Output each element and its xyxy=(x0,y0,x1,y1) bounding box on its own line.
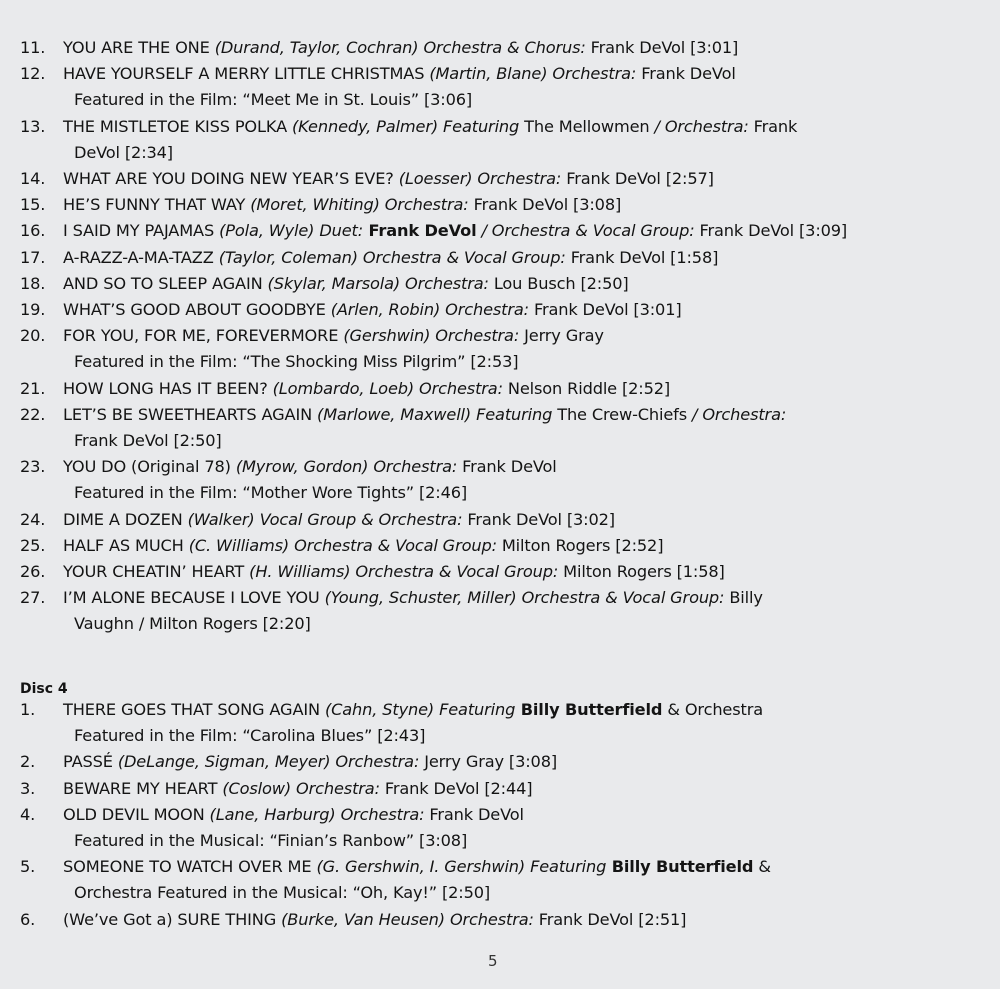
track-number: 5. xyxy=(20,857,36,877)
track-number: 22. xyxy=(20,404,46,424)
track-segment: Featured in the Film: “The Shocking Miss Pilgrim” [2:53] xyxy=(74,352,519,372)
track-item xyxy=(20,218,995,244)
track-line xyxy=(63,61,995,87)
track-text xyxy=(63,271,995,297)
track-segment: Milton Rogers [1:58] xyxy=(558,562,725,582)
track-segment: Featured in the Film: “Mother Wore Tights” [2:46] xyxy=(74,483,468,503)
track-line xyxy=(63,218,995,244)
track-segment: Nelson Riddle [2:52] xyxy=(502,378,671,398)
credit-italic: (G. Gershwin, I. Gershwin) xyxy=(316,857,526,877)
track-segment: SOMEONE TO WATCH OVER ME xyxy=(63,857,317,877)
credit-italic: Orchestra: xyxy=(368,457,458,477)
track-line xyxy=(63,585,995,611)
track-line xyxy=(63,907,995,933)
track-segment: THE MISTLETOE KISS POLKA xyxy=(63,116,292,136)
track-segment: Frank DeVol [2:51] xyxy=(533,909,687,929)
track-text xyxy=(63,61,995,113)
credit-italic: (Walker) xyxy=(187,509,255,529)
track-number: 1. xyxy=(20,700,36,719)
track-number: 13. xyxy=(20,116,46,136)
credit-italic: (DeLange, Sigman, Meyer) xyxy=(117,752,331,772)
track-segment: & xyxy=(753,857,771,877)
track-text xyxy=(63,297,995,323)
credit-italic: Featuring xyxy=(525,857,607,877)
track-line xyxy=(63,697,995,723)
credit-italic: (Lombardo, Loeb) xyxy=(272,378,415,398)
track-text xyxy=(63,218,995,244)
credit-italic: Orchestra & Vocal Group: xyxy=(516,588,725,608)
disc-4-heading: Disc 4 xyxy=(20,681,68,697)
credit-italic: (Young, Schuster, Miller) xyxy=(324,588,517,608)
track-segment: PASSÉ xyxy=(63,752,118,772)
track-text xyxy=(63,507,995,533)
track-segment: I’M ALONE BECAUSE I LOVE YOU xyxy=(63,588,325,608)
track-line xyxy=(63,802,995,828)
track-line xyxy=(63,533,995,559)
track-item xyxy=(20,854,995,906)
track-text xyxy=(63,802,995,854)
track-item xyxy=(20,585,995,637)
credit-italic: (Burke, Van Heusen) xyxy=(281,909,445,929)
track-segment: HALF AS MUCH xyxy=(63,535,189,555)
credit-italic: Orchestra & Vocal Group: xyxy=(350,562,559,582)
track-continuation-line xyxy=(63,480,995,506)
credit-italic: (Arlen, Robin) xyxy=(330,300,441,320)
track-line xyxy=(63,559,995,585)
track-line xyxy=(63,507,995,533)
track-text xyxy=(63,454,995,506)
track-line xyxy=(63,749,995,775)
track-item xyxy=(20,802,995,854)
track-number: 14. xyxy=(20,169,46,189)
track-item xyxy=(20,192,995,218)
track-segment: Billy xyxy=(724,588,763,608)
credit-italic: Featuring xyxy=(434,700,516,719)
track-item xyxy=(20,61,995,113)
credit-italic: Orchestra: xyxy=(440,300,529,320)
track-line xyxy=(63,776,995,802)
track-segment: Frank DeVol [1:58] xyxy=(565,247,719,267)
track-text xyxy=(63,35,995,61)
credit-italic: Orchestra: xyxy=(472,169,562,189)
track-line xyxy=(63,166,995,192)
track-item xyxy=(20,245,995,271)
track-number: 20. xyxy=(20,326,46,346)
track-item xyxy=(20,454,995,506)
track-text xyxy=(63,697,995,749)
track-segment: I SAID MY PAJAMAS xyxy=(63,221,220,241)
track-number: 4. xyxy=(20,804,36,824)
track-item xyxy=(20,323,995,375)
track-segment: A-RAZZ-A-MA-TAZZ xyxy=(63,247,219,267)
track-continuation-line xyxy=(63,349,995,375)
track-item xyxy=(20,749,995,775)
credit-italic: (Loesser) xyxy=(398,169,473,189)
track-segment: Frank DeVol [3:01] xyxy=(585,38,739,57)
credit-italic: (C. Williams) xyxy=(188,535,290,555)
track-segment: Frank DeVol [3:09] xyxy=(694,221,848,241)
track-segment: OLD DEVIL MOON xyxy=(63,804,210,824)
track-line xyxy=(63,454,995,480)
track-number: 27. xyxy=(20,588,46,608)
track-segment: HOW LONG HAS IT BEEN? xyxy=(63,378,273,398)
track-segment: HE’S FUNNY THAT WAY xyxy=(63,195,251,215)
track-line xyxy=(63,376,995,402)
track-continuation-line xyxy=(63,428,995,454)
track-segment: WHAT’S GOOD ABOUT GOODBYE xyxy=(63,300,331,320)
track-number: 24. xyxy=(20,509,46,529)
credit-italic: / Orchestra: xyxy=(654,116,749,136)
track-segment: THERE GOES THAT SONG AGAIN xyxy=(63,700,325,719)
credit-italic: Orchestra & Vocal Group: xyxy=(357,247,566,267)
track-continuation-line xyxy=(63,828,995,854)
credit-italic: Orchestra: xyxy=(379,195,469,215)
track-segment: HAVE YOURSELF A MERRY LITTLE CHRISTMAS xyxy=(63,64,430,84)
track-continuation-line xyxy=(63,723,995,749)
track-text xyxy=(63,376,995,402)
track-number: 12. xyxy=(20,64,46,84)
track-item xyxy=(20,297,995,323)
credit-italic: (Moret, Whiting) xyxy=(250,195,380,215)
track-segment: AND SO TO SLEEP AGAIN xyxy=(63,273,268,293)
track-text xyxy=(63,559,995,585)
track-number: 6. xyxy=(20,909,36,929)
track-segment: Featured in the Musical: “Finian’s Ranbow” [3:08] xyxy=(74,831,468,851)
track-item xyxy=(20,114,995,166)
track-segment: LET’S BE SWEETHEARTS AGAIN xyxy=(63,404,318,424)
track-segment: Lou Busch [2:50] xyxy=(488,273,629,293)
track-number: 26. xyxy=(20,562,46,582)
track-line xyxy=(63,271,995,297)
credit-italic: (H. Williams) xyxy=(249,562,351,582)
track-segment: Frank DeVol xyxy=(636,64,736,84)
credit-italic: Orchestra: xyxy=(430,326,520,346)
track-segment: Frank DeVol [3:01] xyxy=(528,300,682,320)
track-segment: YOU ARE THE ONE xyxy=(63,38,215,57)
track-text xyxy=(63,776,995,802)
track-item xyxy=(20,507,995,533)
track-text xyxy=(63,533,995,559)
credit-italic: (Kennedy, Palmer) xyxy=(292,116,439,136)
track-number: 17. xyxy=(20,247,46,267)
credit-italic: Orchestra: xyxy=(291,778,380,798)
credit-italic: Orchestra: xyxy=(444,909,534,929)
track-item xyxy=(20,35,995,61)
credit-italic: Orchestra: xyxy=(414,378,503,398)
track-segment: Jerry Gray xyxy=(519,326,604,346)
track-segment: The Crew-Chiefs xyxy=(552,404,693,424)
track-line xyxy=(63,323,995,349)
track-item xyxy=(20,697,995,749)
track-segment: Frank DeVol [2:50] xyxy=(74,431,222,451)
track-number: 19. xyxy=(20,300,46,320)
track-line xyxy=(63,192,995,218)
credit-italic: Orchestra: xyxy=(330,752,420,772)
track-text xyxy=(63,114,995,166)
track-segment: Featured in the Film: “Meet Me in St. Louis” [3:06] xyxy=(74,90,473,110)
track-item xyxy=(20,376,995,402)
track-item xyxy=(20,907,995,933)
track-segment: Frank xyxy=(748,116,798,136)
credit-italic: Orchestra & Chorus: xyxy=(418,38,586,57)
credit-italic: (Durand, Taylor, Cochran) xyxy=(214,38,419,57)
track-number: 2. xyxy=(20,752,36,772)
track-text xyxy=(63,192,995,218)
artist-bold: Frank DeVol xyxy=(363,221,477,241)
credit-italic: (Coslow) xyxy=(222,778,292,798)
track-text xyxy=(63,749,995,775)
track-number: 15. xyxy=(20,195,46,215)
credit-italic: Orchestra: xyxy=(335,804,425,824)
disc-3-track-list xyxy=(20,35,995,638)
credit-italic: Orchestra: xyxy=(400,273,489,293)
track-number: 3. xyxy=(20,778,36,798)
track-segment: Frank DeVol [2:44] xyxy=(379,778,533,798)
track-segment: DIME A DOZEN xyxy=(63,509,188,529)
credit-italic: Featuring xyxy=(438,116,520,136)
credit-italic: (Skylar, Marsola) xyxy=(267,273,401,293)
track-item xyxy=(20,271,995,297)
track-line xyxy=(63,114,995,140)
disc-4-track-list xyxy=(20,697,995,933)
track-number: 21. xyxy=(20,378,46,398)
track-segment: FOR YOU, FOR ME, FOREVERMORE xyxy=(63,326,344,346)
track-segment: DeVol [2:34] xyxy=(74,142,173,162)
track-continuation-line xyxy=(63,880,995,906)
track-item xyxy=(20,533,995,559)
track-item xyxy=(20,402,995,454)
artist-bold: Billy Butterfield xyxy=(515,700,663,719)
track-segment: Frank DeVol [2:57] xyxy=(561,169,714,189)
track-segment: YOU DO (Original 78) xyxy=(63,457,236,477)
track-number: 18. xyxy=(20,273,46,293)
credit-italic: Duet: xyxy=(314,221,364,241)
track-segment: Vaughn / Milton Rogers [2:20] xyxy=(74,614,311,634)
track-segment: Frank DeVol xyxy=(424,804,524,824)
track-segment: WHAT ARE YOU DOING NEW YEAR’S EVE? xyxy=(63,169,399,189)
track-segment: The Mellowmen xyxy=(519,116,655,136)
track-text xyxy=(63,402,995,454)
track-segment: Milton Rogers [2:52] xyxy=(496,535,664,555)
credit-italic: / Orchestra & Vocal Group: xyxy=(476,221,695,241)
track-segment: Frank DeVol [3:02] xyxy=(462,509,615,529)
page-number: 5 xyxy=(488,952,498,970)
track-segment: Featured in the Film: “Carolina Blues” [2:43] xyxy=(74,726,426,746)
credit-italic: (Marlowe, Maxwell) xyxy=(317,404,472,424)
credit-italic: Featuring xyxy=(471,404,553,424)
track-item xyxy=(20,776,995,802)
track-continuation-line xyxy=(63,140,995,166)
track-line xyxy=(63,35,995,61)
track-text xyxy=(63,585,995,637)
track-text xyxy=(63,854,995,906)
track-item xyxy=(20,166,995,192)
track-text xyxy=(63,245,995,271)
credit-italic: Orchestra: xyxy=(547,64,637,84)
track-text xyxy=(63,907,995,933)
track-continuation-line xyxy=(63,611,995,637)
credit-italic: (Martin, Blane) xyxy=(429,64,548,84)
credit-italic: / Orchestra: xyxy=(692,404,787,424)
track-line xyxy=(63,402,995,428)
track-segment: Orchestra Featured in the Musical: “Oh, Kay!” [2:50] xyxy=(74,883,491,903)
track-segment: Frank DeVol [3:08] xyxy=(468,195,622,215)
credit-italic: Vocal Group & Orchestra: xyxy=(254,509,463,529)
track-segment: BEWARE MY HEART xyxy=(63,778,223,798)
track-segment: Jerry Gray [3:08] xyxy=(419,752,558,772)
credit-italic: (Gershwin) xyxy=(343,326,431,346)
track-number: 16. xyxy=(20,221,46,241)
credit-italic: (Lane, Harburg) xyxy=(209,804,336,824)
credit-italic: (Myrow, Gordon) xyxy=(235,457,369,477)
track-text xyxy=(63,323,995,375)
credit-italic: Orchestra & Vocal Group: xyxy=(289,535,497,555)
credit-italic: (Taylor, Coleman) xyxy=(218,247,358,267)
credit-italic: (Cahn, Styne) xyxy=(324,700,435,719)
track-segment: & Orchestra xyxy=(662,700,763,719)
artist-bold: Billy Butterfield xyxy=(606,857,754,877)
track-line xyxy=(63,854,995,880)
track-line xyxy=(63,297,995,323)
track-segment: YOUR CHEATIN’ HEART xyxy=(63,562,250,582)
track-item xyxy=(20,559,995,585)
track-segment: Frank DeVol xyxy=(457,457,557,477)
credit-italic: (Pola, Wyle) xyxy=(219,221,315,241)
track-line xyxy=(63,245,995,271)
track-number: 25. xyxy=(20,535,46,555)
track-text xyxy=(63,166,995,192)
track-number: 23. xyxy=(20,457,46,477)
track-segment: (We’ve Got a) SURE THING xyxy=(63,909,282,929)
track-continuation-line xyxy=(63,87,995,113)
track-number: 11. xyxy=(20,38,46,57)
